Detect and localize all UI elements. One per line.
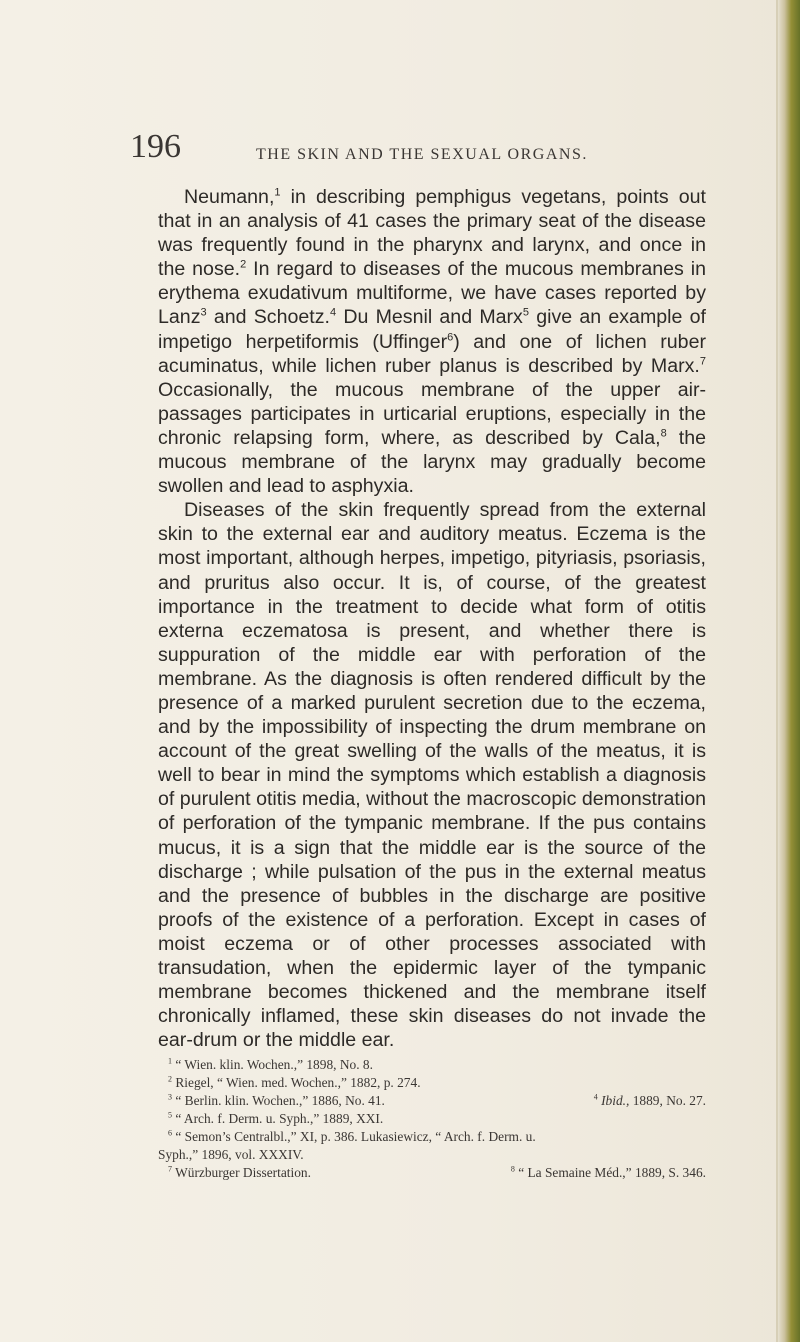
text-run: Neumann, <box>184 186 275 208</box>
footnote-5 <box>158 1110 706 1128</box>
footnote-text: “ Wien. klin. Wochen.,” 1898, No. 8. <box>172 1057 373 1072</box>
footnote-ref: 4 <box>329 306 337 319</box>
footnote-row-7-8 <box>158 1164 706 1182</box>
running-title: THE SKIN AND THE SEXUAL ORGANS. <box>256 146 588 163</box>
running-head <box>130 128 690 168</box>
footnote-3 <box>168 1092 385 1110</box>
paragraph-2: Diseases of the skin frequently spread from the external skin to the external ear and auditory meatus. Eczema is the most important, although herpes, impetigo, pityriasis, psoriasis, and pruritus also occur. It is, of course, of the greatest importance in the treatment to decide what form of otitis externa eczematosa is present, and whether there is suppuration of the middle ear with perforation of the membrane. As the diagnosis is often rendered difficult by the presence of a marked purulent secretion due to the eczema, and by the impossibility of inspecting the drum membrane on account of the great swelling of the walls of the meatus, it is well to bear in mind the symptoms which establish a diagnosis of purulent otitis media, without the macroscopic demonstration of perforation of the tympanic membrane. If the pus contains mucus, it is a sign that the middle ear is the source of the discharge ; while pulsation of the pus in the external meatus and the presence of bubbles in the discharge are positive proofs of the existence of a perforation. Except in cases of moist eczema or of other processes associated with transudation, when the epidermic layer of the tympanic membrane becomes thickened and the membrane itself chronically inflamed, these skin diseases do not invade the ear-drum or the middle ear. <box>158 499 706 1052</box>
footnote-text: Würzburger Dissertation. <box>172 1165 311 1180</box>
footnote-number: 6 <box>168 1128 172 1138</box>
footnote-4 <box>594 1092 706 1110</box>
text-run: in describing pemphigus vegetans, points out that in an analysis of 41 cases the primary seat of the disease was frequently found in the pharynx and larynx, and once in the nose. <box>158 186 706 281</box>
text-run: and Schoetz. <box>206 306 330 329</box>
footnote-8 <box>511 1164 706 1182</box>
footnote-text: “ Berlin. klin. Wochen.,” 1886, No. 41. <box>172 1093 385 1108</box>
text-run: give an example of impetigo herpetiformis (Uffinger <box>158 306 706 353</box>
body-text <box>158 185 706 1052</box>
paragraph-1 <box>158 185 706 498</box>
footnote-1 <box>158 1056 706 1074</box>
footnote-number: 7 <box>168 1164 172 1174</box>
footnote-text: Riegel, “ Wien. med. Wochen.,” 1882, p. 274. <box>172 1075 421 1090</box>
footnote-number: 2 <box>168 1074 172 1084</box>
page-number: 196 <box>130 128 181 165</box>
footnotes <box>158 1056 706 1182</box>
footnote-ref: 6 <box>447 331 454 344</box>
text-run: ) and one of lichen ruber acuminatus, while lichen ruber planus is described by Marx. <box>158 330 706 377</box>
footnote-ref: 8 <box>660 427 667 440</box>
footnote-row-3-4 <box>158 1092 706 1110</box>
footnote-text: 1889, No. 27. <box>629 1093 706 1108</box>
footnote-7 <box>168 1164 311 1182</box>
footnote-number: 8 <box>510 1164 515 1174</box>
footnote-number: 3 <box>168 1092 172 1102</box>
footnote-6-continued: Syph.,” 1896, vol. XXXIV. <box>158 1147 304 1162</box>
text-run: Du Mesnil and Marx <box>336 306 523 329</box>
footnote-6 <box>158 1128 706 1146</box>
footnote-text: “ Semon’s Centralbl.,” XI, p. 386. Lukasiewicz, “ Arch. f. Derm. u. <box>172 1129 536 1144</box>
text-run: Occasionally, the mucous membrane of the upper air-passages participates in urticarial eruptions, especially in the chronic relapsing form, where, as described by Cala, <box>158 378 706 449</box>
footnote-number: 1 <box>168 1056 172 1066</box>
footnote-ref: 3 <box>200 306 207 319</box>
footnote-text: “ La Semaine Méd.,” 1889, S. 346. <box>514 1165 706 1180</box>
footnote-2 <box>158 1074 706 1092</box>
text-run: the mucous membrane of the larynx may gradually become swollen and lead to asphyxia. <box>158 426 706 498</box>
text-run: In regard to diseases of the mucous membranes in erythema exudativum multiforme, we have cases reported by Lanz <box>158 258 706 329</box>
footnote-number: 4 <box>593 1092 598 1102</box>
footnote-text-italic: Ibid., <box>597 1093 630 1108</box>
page-edge-shadow <box>778 0 800 1342</box>
footnote-ref: 7 <box>699 355 706 368</box>
footnote-number: 5 <box>168 1110 172 1120</box>
footnote-ref: 5 <box>522 306 529 319</box>
footnote-ref: 2 <box>240 258 247 271</box>
footnote-ref: 1 <box>274 186 281 199</box>
footnote-text: “ Arch. f. Derm. u. Syph.,” 1889, XXI. <box>172 1111 384 1126</box>
